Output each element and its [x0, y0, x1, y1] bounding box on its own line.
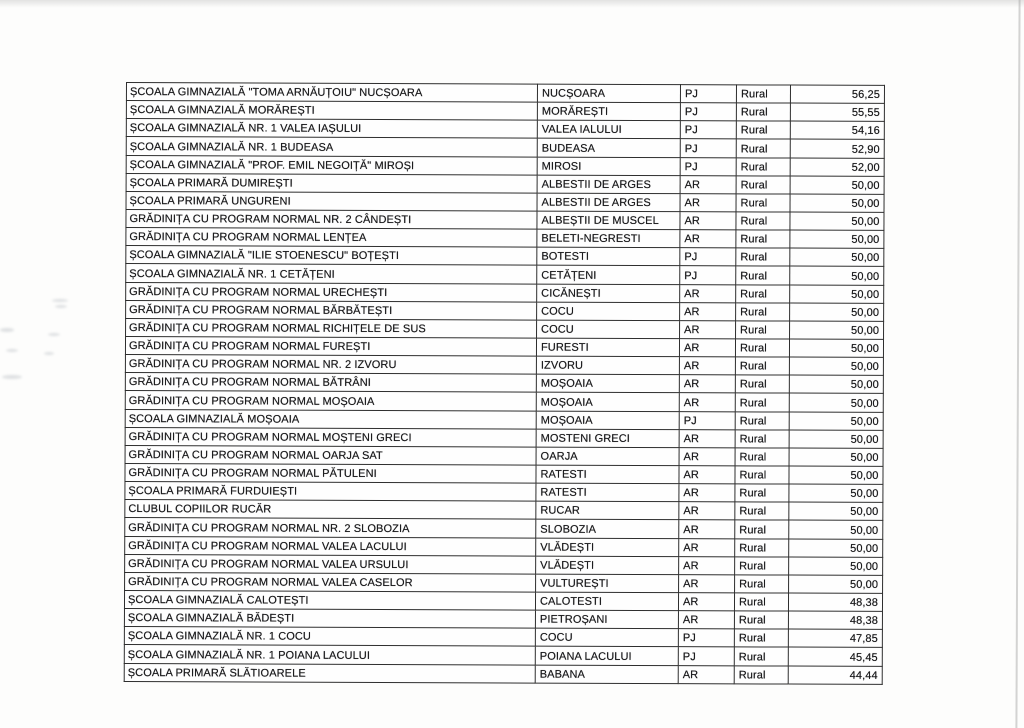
legal-status-cell: AR [679, 538, 735, 556]
area-type-cell: Rural [736, 85, 790, 103]
locality-cell: MOȘOAIA [536, 392, 679, 411]
area-type-cell: Rural [735, 520, 789, 538]
legal-status-cell: PJ [680, 139, 736, 157]
score-cell: 50,00 [789, 339, 883, 358]
area-type-cell: Rural [735, 538, 789, 556]
score-cell: 47,85 [788, 629, 882, 648]
locality-cell: FURESTI [536, 338, 679, 357]
school-name-cell: ȘCOALA PRIMARĂ UNGURENI [126, 191, 537, 211]
locality-cell: SLOBOZIA [536, 519, 679, 538]
schools-score-table [124, 82, 885, 685]
locality-cell: BELETI-NEGRESTI [537, 229, 680, 248]
score-cell: 50,00 [790, 321, 884, 340]
school-name-cell: ȘCOALA GIMNAZIALĂ BĂDEȘTI [124, 609, 535, 629]
score-cell: 50,00 [789, 393, 883, 412]
legal-status-cell: AR [679, 484, 735, 502]
area-type-cell: Rural [736, 121, 790, 139]
locality-cell: VULTUREȘTI [536, 574, 679, 593]
score-cell: 45,45 [788, 647, 882, 666]
locality-cell: CICĂNEȘTI [537, 284, 680, 303]
locality-cell: COCU [537, 320, 680, 339]
locality-cell: ALBESTII DE ARGES [537, 193, 680, 212]
locality-cell: VALEA IALULUI [537, 120, 680, 139]
score-cell: 50,00 [790, 285, 884, 304]
locality-cell: IZVORU [536, 356, 679, 375]
legal-status-cell: AR [680, 212, 736, 230]
scan-smudge [55, 305, 67, 308]
legal-status-cell: AR [679, 339, 735, 357]
locality-cell: RATESTI [536, 483, 679, 502]
score-cell: 48,38 [788, 593, 882, 612]
legal-status-cell: AR [678, 593, 734, 611]
table-row [124, 663, 882, 684]
locality-cell: POIANA LACULUI [535, 646, 678, 665]
locality-cell: RATESTI [536, 465, 679, 484]
scan-smudge [48, 333, 60, 336]
school-name-cell: GRĂDINIȚA CU PROGRAM NORMAL NR. 2 CÂNDEȘTI [126, 209, 537, 229]
score-cell: 50,00 [790, 230, 884, 249]
locality-cell: BOTESTI [537, 247, 680, 266]
legal-status-cell: AR [679, 520, 735, 538]
score-cell: 50,00 [789, 520, 883, 539]
area-type-cell: Rural [736, 194, 790, 212]
area-type-cell: Rural [735, 339, 789, 357]
area-type-cell: Rural [735, 430, 789, 448]
area-type-cell: Rural [734, 629, 788, 647]
school-name-cell: ȘCOALA GIMNAZIALĂ NR. 1 BUDEASA [126, 137, 537, 157]
area-type-cell: Rural [736, 321, 790, 339]
legal-status-cell: AR [679, 447, 735, 465]
area-type-cell: Rural [734, 611, 788, 629]
score-cell: 50,00 [790, 212, 884, 231]
school-name-cell: GRĂDINIȚA CU PROGRAM NORMAL LENȚEA [126, 228, 537, 248]
area-type-cell: Rural [735, 575, 789, 593]
area-type-cell: Rural [735, 556, 789, 574]
score-cell: 50,00 [789, 357, 883, 376]
locality-cell: MOȘOAIA [536, 411, 679, 430]
legal-status-cell: AR [679, 429, 735, 447]
area-type-cell: Rural [734, 647, 788, 665]
locality-cell: COCU [535, 628, 678, 647]
area-type-cell: Rural [735, 484, 789, 502]
legal-status-cell: PJ [680, 121, 736, 139]
score-cell: 50,00 [790, 266, 884, 285]
legal-status-cell: AR [679, 466, 735, 484]
school-name-cell: ȘCOALA GIMNAZIALĂ CALOTEȘTI [124, 590, 535, 610]
legal-status-cell: AR [680, 193, 736, 211]
school-name-cell: CLUBUL COPIILOR RUCĂR [125, 500, 536, 520]
area-type-cell: Rural [736, 212, 790, 230]
legal-status-cell: PJ [678, 629, 734, 647]
score-cell: 50,00 [789, 375, 883, 394]
school-name-cell: ȘCOALA PRIMARĂ DUMIREȘTI [126, 173, 537, 193]
scan-smudge [52, 299, 68, 302]
legal-status-cell: PJ [680, 157, 736, 175]
school-name-cell: GRĂDINIȚA CU PROGRAM NORMAL BĂTRÂNI [125, 373, 536, 393]
legal-status-cell: AR [679, 574, 735, 592]
school-name-cell: GRĂDINIȚA CU PROGRAM NORMAL MOȘOAIA [125, 391, 536, 411]
area-type-cell: Rural [736, 139, 790, 157]
school-name-cell: ȘCOALA PRIMARĂ FURDUIEȘTI [125, 482, 536, 502]
legal-status-cell: AR [679, 556, 735, 574]
area-type-cell: Rural [734, 593, 788, 611]
legal-status-cell: AR [679, 357, 735, 375]
school-name-cell: GRĂDINIȚA CU PROGRAM NORMAL NR. 2 SLOBOZIA [125, 518, 536, 538]
score-cell: 50,00 [790, 303, 884, 322]
locality-cell: MORĂREȘTI [537, 102, 680, 121]
school-name-cell: ȘCOALA GIMNAZIALĂ NR. 1 VALEA IAȘULUI [126, 119, 537, 139]
school-name-cell: GRĂDINIȚA CU PROGRAM NORMAL FUREȘTI [125, 336, 536, 356]
locality-cell: VLĂDEȘTI [536, 556, 679, 575]
school-name-cell: GRĂDINIȚA CU PROGRAM NORMAL VALEA URSULUI [125, 554, 536, 574]
scan-smudge [2, 375, 22, 379]
legal-status-cell: AR [680, 284, 736, 302]
school-name-cell: GRĂDINIȚA CU PROGRAM NORMAL URECHEȘTI [126, 282, 537, 302]
legal-status-cell: AR [679, 375, 735, 393]
school-name-cell: ȘCOALA GIMNAZIALĂ NR. 1 COCU [124, 627, 535, 647]
score-cell: 50,00 [789, 557, 883, 576]
locality-cell: RUCAR [536, 501, 679, 520]
score-cell: 48,38 [788, 611, 882, 630]
area-type-cell: Rural [735, 502, 789, 520]
area-type-cell: Rural [736, 103, 790, 121]
score-cell: 56,25 [790, 85, 884, 104]
legal-status-cell: PJ [680, 85, 736, 103]
area-type-cell: Rural [736, 266, 790, 284]
legal-status-cell: AR [680, 230, 736, 248]
score-cell: 50,00 [789, 448, 883, 467]
school-name-cell: ȘCOALA GIMNAZIALĂ "TOMA ARNĂUȚOIU" NUCȘOARA [126, 83, 537, 103]
school-name-cell: GRĂDINIȚA CU PROGRAM NORMAL OARJA SAT [125, 445, 536, 465]
locality-cell: CETĂȚENI [537, 265, 680, 284]
score-cell: 50,00 [790, 176, 884, 195]
legal-status-cell: AR [680, 175, 736, 193]
legal-status-cell: PJ [680, 103, 736, 121]
school-name-cell: ȘCOALA GIMNAZIALĂ "PROF. EMIL NEGOIȚĂ" MIROȘI [126, 155, 537, 175]
scan-smudge [6, 349, 18, 352]
locality-cell: PIETROȘANI [535, 610, 678, 629]
locality-cell: ALBESTII DE ARGES [537, 175, 680, 194]
legal-status-cell: AR [679, 502, 735, 520]
score-cell: 50,00 [789, 575, 883, 594]
locality-cell: BUDEASA [537, 139, 680, 158]
legal-status-cell: AR [678, 665, 734, 683]
table-body [124, 83, 884, 685]
scan-edge-line [1015, 0, 1020, 728]
school-name-cell: GRĂDINIȚA CU PROGRAM NORMAL BĂRBĂTEȘTI [126, 300, 537, 320]
legal-status-cell: AR [678, 611, 734, 629]
area-type-cell: Rural [735, 466, 789, 484]
score-cell: 50,00 [790, 194, 884, 213]
school-name-cell: ȘCOALA PRIMARĂ SLĂTIOARELE [124, 663, 535, 683]
score-cell: 55,55 [790, 103, 884, 122]
legal-status-cell: AR [680, 302, 736, 320]
score-cell: 50,00 [789, 466, 883, 485]
score-cell: 50,00 [789, 539, 883, 558]
score-cell: 50,00 [790, 248, 884, 267]
locality-cell: NUCȘOARA [537, 84, 680, 103]
scan-smudge [0, 328, 14, 332]
locality-cell: VLĂDEȘTI [536, 538, 679, 557]
area-type-cell: Rural [734, 665, 788, 683]
locality-cell: ALBEȘTII DE MUSCEL [537, 211, 680, 230]
legal-status-cell: PJ [678, 647, 734, 665]
locality-cell: CALOTESTI [535, 592, 678, 611]
area-type-cell: Rural [736, 248, 790, 266]
scan-top-shadow [0, 0, 1024, 9]
legal-status-cell: PJ [680, 266, 736, 284]
area-type-cell: Rural [736, 176, 790, 194]
score-cell: 44,44 [788, 666, 882, 685]
school-name-cell: GRĂDINIȚA CU PROGRAM NORMAL PĂTULENI [125, 463, 536, 483]
area-type-cell: Rural [736, 284, 790, 302]
school-name-cell: GRĂDINIȚA CU PROGRAM NORMAL NR. 2 IZVORU [125, 355, 536, 375]
school-name-cell: GRĂDINIȚA CU PROGRAM NORMAL MOȘTENI GRECI [125, 427, 536, 447]
legal-status-cell: AR [680, 320, 736, 338]
school-name-cell: ȘCOALA GIMNAZIALĂ NR. 1 POIANA LACULUI [124, 645, 535, 665]
area-type-cell: Rural [735, 357, 789, 375]
area-type-cell: Rural [735, 411, 789, 429]
locality-cell: COCU [537, 302, 680, 321]
area-type-cell: Rural [735, 448, 789, 466]
locality-cell: BABANA [535, 665, 678, 684]
area-type-cell: Rural [735, 393, 789, 411]
school-name-cell: ȘCOALA GIMNAZIALĂ MORĂREȘTI [126, 101, 537, 121]
score-cell: 52,90 [790, 139, 884, 158]
school-name-cell: GRĂDINIȚA CU PROGRAM NORMAL VALEA CASELOR [125, 572, 536, 592]
area-type-cell: Rural [736, 230, 790, 248]
area-type-cell: Rural [736, 303, 790, 321]
locality-cell: MOȘOAIA [536, 374, 679, 393]
score-cell: 50,00 [789, 412, 883, 431]
legal-status-cell: AR [679, 393, 735, 411]
school-name-cell: ȘCOALA GIMNAZIALĂ "ILIE STOENESCU" BOȚEȘTI [126, 246, 537, 266]
school-name-cell: GRĂDINIȚA CU PROGRAM NORMAL VALEA LACULUI [125, 536, 536, 556]
legal-status-cell: PJ [680, 248, 736, 266]
area-type-cell: Rural [735, 375, 789, 393]
locality-cell: MOSTENI GRECI [536, 429, 679, 448]
locality-cell: OARJA [536, 447, 679, 466]
locality-cell: MIROSI [537, 157, 680, 176]
area-type-cell: Rural [736, 157, 790, 175]
school-name-cell: ȘCOALA GIMNAZIALĂ NR. 1 CETĂȚENI [126, 264, 537, 284]
school-name-cell: ȘCOALA GIMNAZIALĂ MOȘOAIA [125, 409, 536, 429]
score-cell: 50,00 [789, 484, 883, 503]
score-cell: 54,16 [790, 121, 884, 140]
scan-smudge [44, 352, 54, 355]
score-cell: 52,00 [790, 158, 884, 177]
school-name-cell: GRĂDINIȚA CU PROGRAM NORMAL RICHIȚELE DE SUS [126, 318, 537, 338]
score-cell: 50,00 [789, 430, 883, 449]
score-cell: 50,00 [789, 502, 883, 521]
legal-status-cell: PJ [679, 411, 735, 429]
